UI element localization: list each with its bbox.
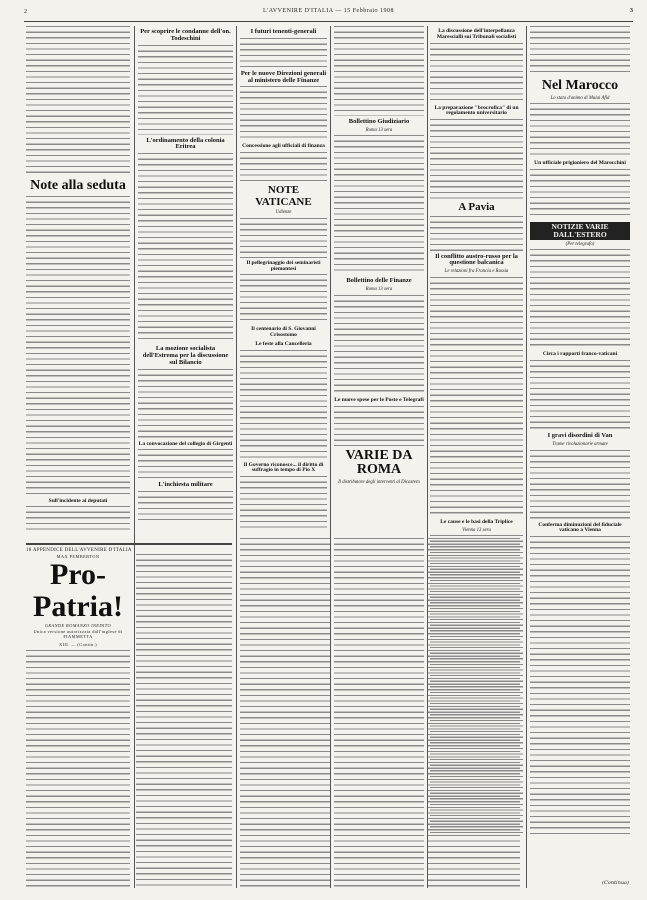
feuilleton-subtitle: GRANDE ROMANZO INEDITO <box>44 623 112 629</box>
column-rule <box>526 26 527 888</box>
heading: Per scoprire le condanne dell'on. Todeschini <box>140 28 231 42</box>
article-text <box>138 491 233 521</box>
article-text <box>240 218 327 258</box>
feuilleton-chapter: XIII. — (Contin.) <box>58 641 98 647</box>
heading: Un ufficiale prigioniero del Marocchini <box>534 160 626 167</box>
heading: Per le nuove Direzioni generali al ministero delle Finanze <box>240 69 327 84</box>
heading: I futuri tenenti-generali <box>250 28 317 35</box>
heading: L'ordinamento della colonia Eritrea <box>146 136 225 151</box>
article-text <box>334 135 424 275</box>
article-text <box>430 119 523 199</box>
article-text <box>334 406 424 446</box>
heading: L'inchiesta militare <box>158 481 213 489</box>
article-text <box>138 153 233 343</box>
heading: Bollettino delle Finanze <box>346 277 412 285</box>
heading-note-vaticane: NOTE VATICANE <box>255 184 312 208</box>
subheading: Udienze <box>275 210 292 216</box>
article-text <box>530 26 630 76</box>
article-text <box>430 277 523 517</box>
article-text <box>334 295 424 395</box>
article-text <box>240 538 330 888</box>
article-text <box>530 169 630 219</box>
article-text <box>240 476 327 532</box>
heading: I gravi disordini di Van <box>547 432 613 440</box>
heading: La mozione socialista dell'Estrema per la discussione sul Bilancio <box>142 345 229 366</box>
heading: Le feste alla Cancelleria <box>255 340 312 347</box>
heading-sui-incidenti: Sull'incidente ai deputati <box>48 497 108 504</box>
heading: Il conflitto austro-russo per la questione balcanica <box>435 252 518 267</box>
subheading: Le relazioni fra Francia e Russia <box>444 269 509 275</box>
column-3 <box>240 26 327 532</box>
feuilleton <box>26 540 232 888</box>
heading: Circa i rapporti franco-vaticani <box>542 351 618 358</box>
feuilleton-title: Pro-Patria! <box>33 558 123 624</box>
article-text <box>138 369 233 439</box>
feuilleton-label: 18 APPENDICE DELL'AVVENIRE D'ITALIA <box>26 548 132 553</box>
article-text <box>530 103 630 158</box>
heading: Il centenario di S. Giovanni Crisostomo <box>251 326 316 339</box>
article-text <box>240 86 327 141</box>
article-text <box>138 449 233 479</box>
article-text <box>334 26 424 116</box>
heading-note-seduta: Note alla seduta <box>30 178 126 193</box>
heading: Il Governo riconosce... il diritto di suffragio in tempo di Pio X <box>243 461 324 474</box>
subheading: Roma 13 sera <box>365 287 393 293</box>
column-4 <box>334 26 424 532</box>
article-text <box>530 360 630 430</box>
article-text <box>26 650 130 888</box>
subheading: (Per telegrafo) <box>565 241 595 247</box>
heading: Il pellegrinaggio dei seminaristi piemontesi <box>246 259 321 272</box>
article-text <box>240 274 327 324</box>
heading: Le cause e le basi della Triplice <box>440 518 513 525</box>
article-text <box>240 38 327 68</box>
heading-nel-marocco: Nel Marocco <box>541 78 619 93</box>
divider <box>26 543 232 545</box>
heading-notizie-varie: NOTIZIE VARIE DALL'ESTERO <box>530 222 630 240</box>
article-text <box>240 152 327 182</box>
subheading: Il distributore degli interventi al Dicastero <box>338 479 420 485</box>
left-folio: 2 <box>24 9 27 15</box>
feuilleton-author: MAX PEMBERTON <box>56 553 100 559</box>
right-folio: 3 <box>630 8 633 14</box>
heading: La discussione dell'interpellanza Marescialli sui Tribunali socialisti <box>436 28 517 40</box>
article-text <box>26 26 130 176</box>
heading: La preparazione "brocrofica" di un regolamento universitario <box>434 104 519 117</box>
heading: Conferma diminuzioni del fiduciale vaticano a Vienna <box>538 521 622 534</box>
column-5 <box>430 26 523 888</box>
heading-varie-da-roma: VARIE DA ROMA <box>345 447 413 478</box>
column-6 <box>530 26 630 888</box>
subheading: Vienna 13 sera <box>462 527 491 533</box>
feuilleton-credit: Unica versione autorizzata dall'inglese di FIAMMETTA <box>33 628 123 640</box>
heading: Le nuove spese per le Poste e Telegrafi <box>334 396 424 403</box>
article-text <box>530 536 630 836</box>
heading: Concessione agli ufficiali di finanza <box>242 143 325 150</box>
subheading: Roma 13 sera <box>365 127 393 133</box>
article-text <box>430 535 523 835</box>
heading: La convocazione del collegio di Girgenti <box>138 440 233 447</box>
article-text <box>136 554 232 888</box>
article-text <box>138 45 233 135</box>
subheading: Trame rivoluzionarie armate <box>552 441 608 447</box>
article-text <box>430 216 523 251</box>
article-text <box>530 249 630 349</box>
masthead <box>24 3 633 22</box>
heading: Bollettino Giudiziario <box>348 118 410 125</box>
subheading: Lo stato d'animo di Mulai Afid <box>550 95 610 101</box>
article-text <box>334 538 424 888</box>
article-text <box>240 350 327 460</box>
article-text <box>26 506 130 532</box>
continua-label: (Continua) <box>602 880 629 886</box>
running-head: L'AVVENIRE D'ITALIA — 15 Febbraio 1908 <box>262 8 395 14</box>
heading: A Pavia <box>458 201 495 214</box>
column-1 <box>26 26 130 532</box>
article-text <box>26 196 130 496</box>
article-text <box>430 43 523 103</box>
column-2 <box>138 26 233 532</box>
article-text <box>530 450 630 520</box>
column-rule <box>236 26 237 888</box>
